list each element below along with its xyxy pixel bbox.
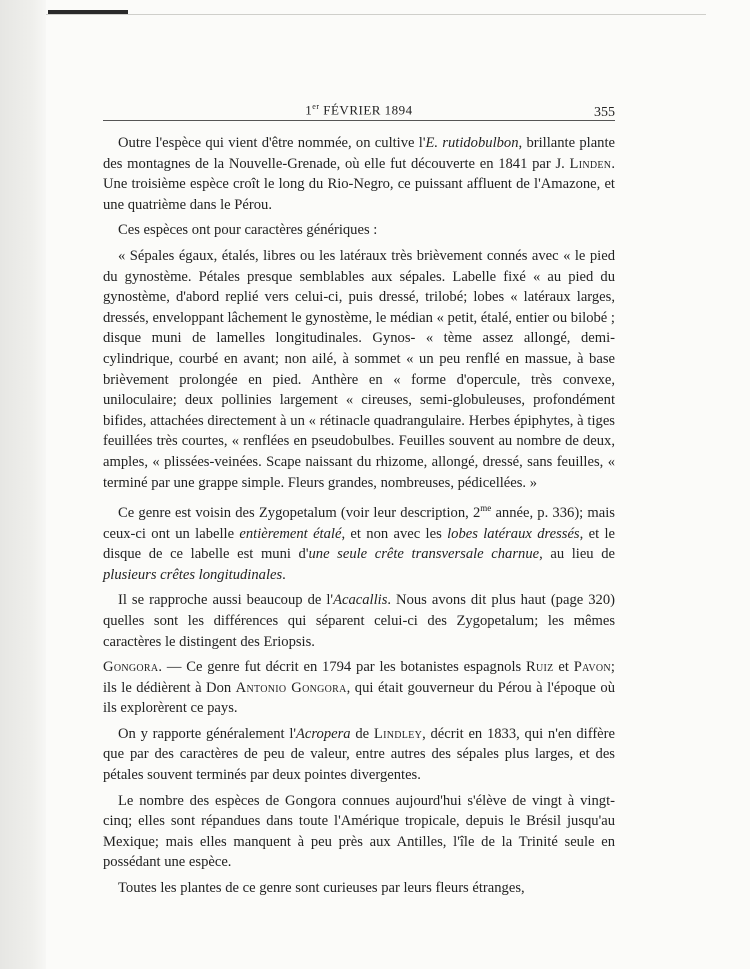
small-caps-name: Ruiz [525, 659, 554, 676]
body-text [103, 133, 615, 899]
header-date-day: 1 [305, 102, 313, 118]
text-run: , et non avec les [341, 525, 448, 542]
small-caps-name: Lindley [373, 725, 423, 742]
italic-text: E. rutidobulbon [425, 135, 519, 151]
paragraph [103, 246, 615, 493]
text-run: Toutes les plantes de ce genre sont curieuses par leurs fleurs étranges, [118, 880, 525, 897]
paragraph [103, 590, 615, 652]
paragraph [103, 657, 615, 719]
scan-edge-line [46, 14, 706, 15]
italic-text: plusieurs crêtes longitudinales [103, 566, 283, 583]
superscript-text: me [480, 503, 492, 514]
paragraph [103, 724, 615, 786]
page-number: 355 [594, 105, 615, 120]
text-run: , brillante plante des montagnes de la Nouvelle-Grenade, où elle fut découverte en 1841 par J. [103, 135, 616, 172]
text-run: ; ils le dédièrent à Don [103, 659, 615, 696]
text-run: , qui était gouverneur du Pérou à l'époque où ils explorèrent ce pays. [103, 679, 615, 717]
paragraph [103, 498, 615, 585]
text-run: Le nombre des espèces de Gongora connues aujourd'hui s'élève de vingt à vingt-cinq; elles sont répandues dans toute l'Amérique tropicale, depuis le Brésil jusqu'au Mexique; mais elles manquent à peu près aux Antilles, l'île de la Trinité seule en possédant une espèce. [103, 792, 615, 871]
italic-text: lobes latéraux dressés [447, 525, 580, 542]
paragraph [103, 133, 615, 215]
text-run: Ce genre est voisin des Zygopetalum (voir leur description, 2 [118, 504, 481, 521]
text-run: . Nous avons dit plus haut (page 320) quelles sont les différences qui séparent celui-ci des Zygopetalum; les mêmes caractères le distingent des Eriopsis. [103, 592, 615, 650]
text-run: , et le disque de ce labelle est muni d' [103, 525, 615, 563]
italic-text: Acacallis [333, 592, 388, 609]
running-header [103, 92, 615, 121]
text-run: , décrit en 1833, qui n'en diffère que par des caractères de peu de valeur, entre autres des sépales plus larges, et des pétales souvent terminés par deux pointes divergentes. [103, 725, 615, 784]
scan-shadow [0, 0, 46, 969]
paragraph [103, 220, 615, 241]
header-date-ordinal: er [312, 102, 320, 111]
italic-text: entièrement étalé [239, 525, 342, 542]
text-run: . — Ce genre fut décrit en 1794 par les botanistes espagnols [158, 659, 526, 676]
text-run: On y rapporte généralement l' [118, 725, 297, 742]
small-caps-name: Linden [569, 155, 612, 172]
text-run: . [282, 566, 286, 583]
text-run: de [350, 725, 374, 742]
text-run: et [553, 659, 574, 676]
italic-text: Acropera [296, 725, 351, 742]
text-run: Il se rapproche aussi beaucoup de l' [118, 592, 334, 609]
text-run: Ces espèces ont pour caractères génériques : [118, 222, 378, 239]
paragraph [103, 878, 615, 899]
document-page [103, 92, 615, 904]
small-caps-name: Antonio Gongora [235, 679, 347, 696]
text-run: , au lieu de [539, 546, 615, 563]
text-run: année, p. 336); mais ceux-ci ont un labelle [103, 504, 615, 542]
text-run: « Sépales égaux, étalés, libres ou les latéraux très brièvement connés avec « le pied du gynostème. Pétales presque semblables aux sépales. Labelle fixé « au pied du gynostème, d'abord replié vers celui-ci, puis dressé, trilobé; lobes « latéraux larges, dressés, enveloppant lâchement le gynostème, le médian « petit, étalé, entier ou bilobé ; disque muni de lamelles longitudinales. Gynos- « tème assez allongé, demi-cylindrique, courbé en avant; non ailé, à sommet « un peu renflé en massue, à base brièvement prolongée en pied. Anthère en « forme d'opercule, très convexe, uniloculaire; deux pollinies largement « cireuses, semi-globuleuses, profondément bifides, attachées directement à un « rétinacle quadrangulaire. Herbes épiphytes, à tiges feuillées très courtes, « renflées en pseudobulbes. Feuilles souvent au nombre de deux, amples, « plissées-veinées. Scape naissant du rhizome, allongé, dressé, sans feuilles, « terminé par une grappe simple. Fleurs grandes, nombreuses, pédicellées. » [103, 247, 615, 491]
text-run: Outre l'espèce qui vient d'être nommée, on cultive l' [118, 135, 426, 151]
text-run: . Une troisième espèce croît le long du Rio-Negro, ce puissant affluent de l'Amazone, et une quatrième dans le Pérou. [103, 155, 615, 213]
header-date-text: FÉVRIER 1894 [319, 102, 413, 118]
small-caps-name: Gongora [103, 659, 159, 676]
italic-text: une seule crête transversale charnue [308, 546, 540, 563]
small-caps-name: Pavon [573, 659, 611, 676]
paragraph [103, 791, 615, 873]
header-date [103, 102, 615, 118]
